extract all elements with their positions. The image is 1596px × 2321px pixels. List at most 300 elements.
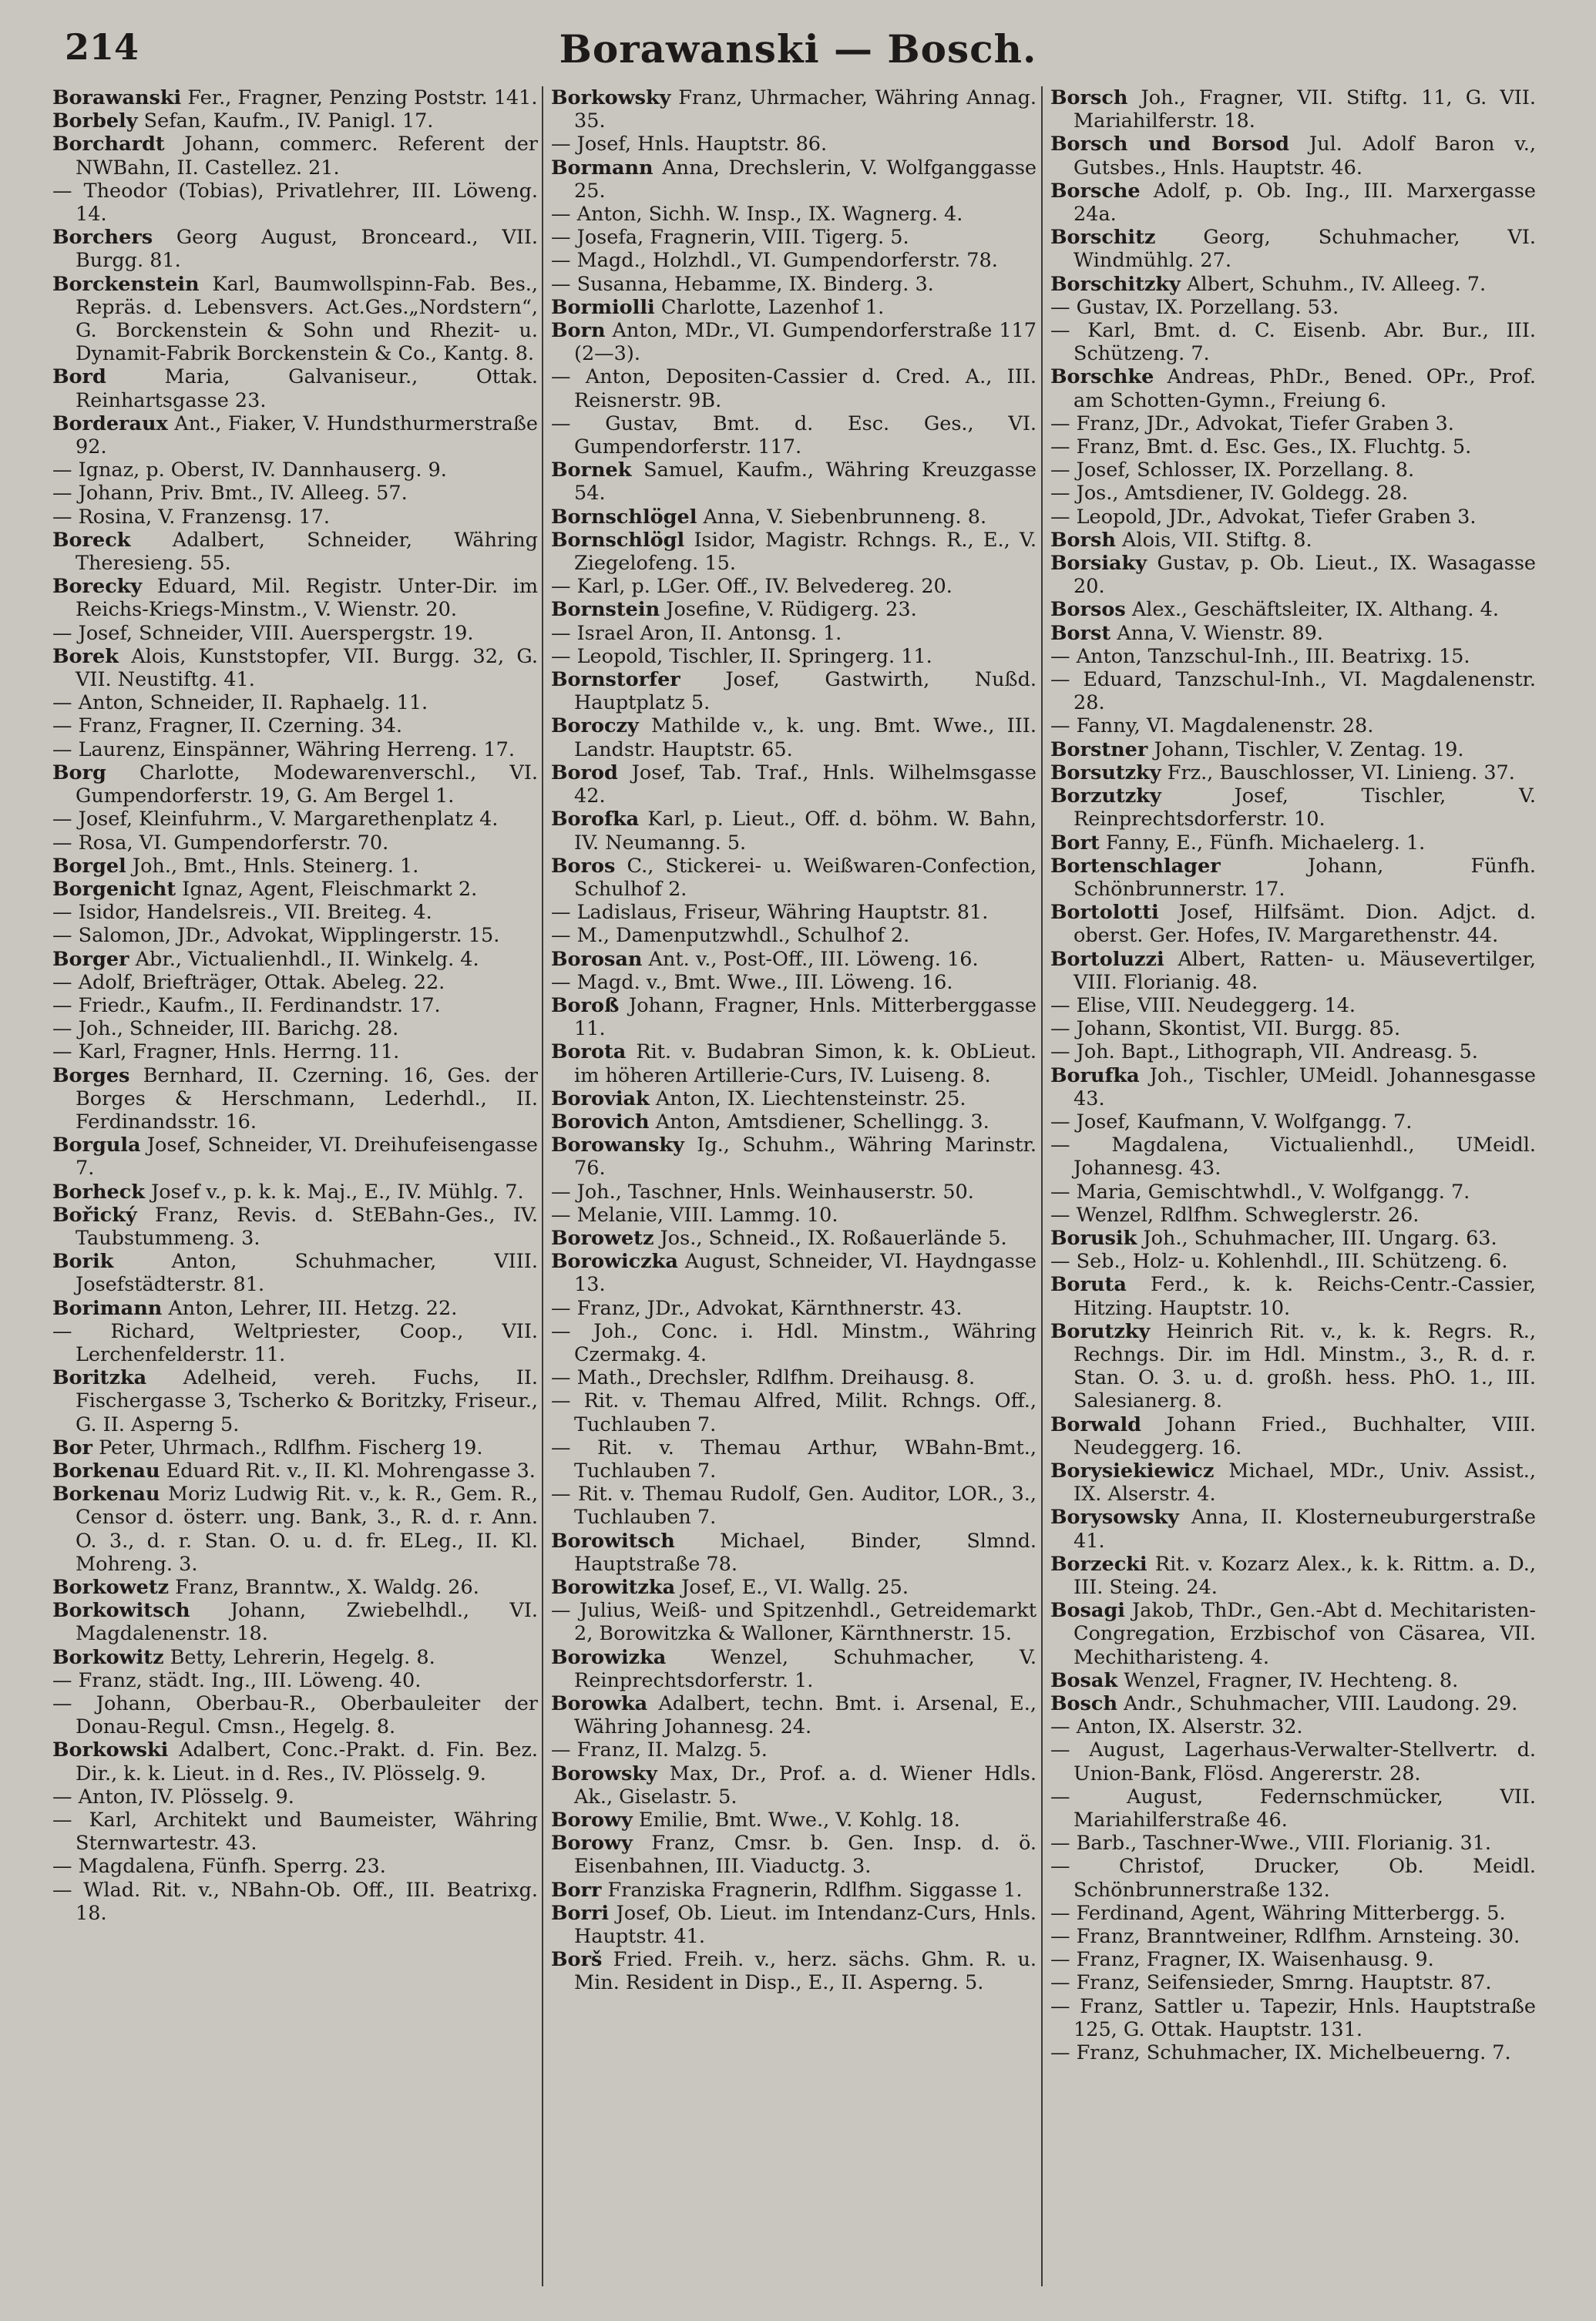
entry-surname: Boroczy	[551, 714, 639, 738]
directory-entry	[1050, 831, 1536, 855]
entry-surname: Bosch	[1050, 1692, 1117, 1716]
entry-details: Joh., Tischler, UMeidl. Johannesgasse 43.	[1074, 1063, 1536, 1110]
column-divider	[1041, 86, 1043, 2286]
directory-entry	[551, 645, 1037, 668]
entry-surname: Borri	[551, 1901, 610, 1925]
entry-surname: Borger	[52, 947, 129, 971]
entry-details: — Julius, Weiß- und Spitzenhdl., Getreidemarkt 2, Borowitzka & Walloner, Kärnthnerstr. 15.	[551, 1599, 1037, 1646]
directory-entry	[1050, 994, 1536, 1017]
directory-entry	[551, 761, 1037, 808]
entry-details: — Josef, Hnls. Hauptstr. 86.	[551, 133, 828, 156]
directory-entry	[52, 1064, 538, 1134]
entry-details: Anton, Schuhmacher, VIII. Josefstädterstr. 81.	[76, 1250, 538, 1297]
entry-surname: Bormiolli	[551, 295, 655, 319]
entry-details: — Math., Drechsler, Rdlfhm. Dreihausg. 8.	[551, 1366, 976, 1390]
entry-details: Emilie, Bmt. Wwe., V. Kohlg. 18.	[638, 1809, 960, 1832]
page-title: Borawanski — Bosch.	[559, 26, 1037, 72]
directory-entry	[52, 1692, 538, 1738]
entry-details: Franz, Uhrmacher, Währing Annag. 35.	[574, 86, 1037, 133]
directory-entry	[52, 924, 538, 947]
entry-surname: Bormann	[551, 156, 654, 180]
entry-details: — Christof, Drucker, Ob. Meidl. Schönbrunnerstraße 132.	[1050, 1855, 1536, 1902]
directory-entry	[551, 1483, 1037, 1529]
entry-surname: Borowetz	[551, 1226, 654, 1250]
directory-entry	[52, 645, 538, 691]
directory-entry	[52, 901, 538, 924]
entry-details: Anton, Amtsdiener, Schellingg. 3.	[655, 1110, 990, 1134]
entry-details: Jos., Schneid., IX. Roßauerlände 5.	[660, 1226, 1007, 1250]
entry-details: Albert, Ratten- u. Mäusevertilger, VIII. Florianig. 48.	[1074, 947, 1536, 994]
entry-details: Anton, IX. Liechtensteinstr. 25.	[655, 1087, 966, 1110]
directory-entry	[52, 808, 538, 831]
entry-details: Ant., Fiaker, V. Hundsthurmerstraße 92.	[76, 411, 538, 459]
directory-entry	[1050, 1506, 1536, 1552]
directory-entry	[551, 1389, 1037, 1436]
entry-details: Rit. v. Kozarz Alex., k. k. Rittm. a. D., III. Steing. 24.	[1074, 1552, 1536, 1599]
entry-surname: Boreck	[52, 528, 131, 552]
directory-entry	[52, 1134, 538, 1180]
entry-details: — Melanie, VIII. Lammg. 10.	[551, 1203, 838, 1227]
entry-details: August, Schneider, VI. Haydngasse 13.	[574, 1250, 1037, 1297]
entry-surname: Bor	[52, 1436, 92, 1459]
entry-surname: Borr	[551, 1878, 602, 1902]
entry-details: Abr., Victualienhdl., II. Winkelg. 4.	[135, 947, 479, 971]
entry-details: — Susanna, Hebamme, IX. Binderg. 3.	[551, 272, 934, 296]
entry-details: — Gustav, Bmt. d. Esc. Ges., VI. Gumpendorferstr. 117.	[551, 411, 1037, 459]
entry-surname: Borofka	[551, 808, 640, 831]
entry-surname: Borota	[551, 1040, 627, 1064]
entry-details: Anton, Lehrer, III. Hetzg. 22.	[168, 1296, 458, 1320]
entry-details: — Rosina, V. Franzensg. 17.	[52, 505, 331, 529]
entry-details: — Laurenz, Einspänner, Währing Herreng. 17.	[52, 737, 515, 761]
directory-entry	[52, 1738, 538, 1785]
directory-entry	[1050, 1948, 1536, 1971]
entry-details: — Anton, Sichh. W. Insp., IX. Wagnerg. 4.	[551, 203, 963, 227]
directory-entry	[1050, 296, 1536, 319]
entry-details: — Franz, Schuhmacher, IX. Michelbeuerng. 7.	[1050, 2041, 1511, 2065]
directory-entry	[1050, 1692, 1536, 1715]
entry-surname: Borimann	[52, 1296, 163, 1320]
directory-entry	[52, 482, 538, 505]
entry-details: Fried. Freih. v., herz. sächs. Ghm. R. u. Min. Resident in Disp., E., II. Asperng. 5.	[574, 1948, 1037, 1995]
directory-entry	[551, 855, 1037, 901]
entry-surname: Borš	[551, 1948, 603, 1972]
entry-surname: Boroviak	[551, 1087, 650, 1110]
entry-surname: Borstner	[1050, 737, 1148, 761]
entry-surname: Borschitz	[1050, 226, 1156, 250]
entry-details: — Anton, Tanzschul-Inh., III. Beatrixg. 15.	[1050, 644, 1470, 668]
column-divider	[542, 86, 543, 2286]
entry-details: — Josef, Schneider, VIII. Auerspergstr. 19.	[52, 621, 474, 645]
entry-details: — Johann, Oberbau-R., Oberbauleiter der Donau-Regul. Cmsn., Hegelg. 8.	[52, 1692, 538, 1739]
entry-details: — Franz, Branntweiner, Rdlfhm. Arnsteing. 30.	[1050, 1925, 1520, 1949]
directory-entry	[551, 1134, 1037, 1180]
entry-details: Georg August, Bronceard., VII. Burgg. 81.	[76, 226, 538, 273]
directory-entry	[551, 901, 1037, 924]
entry-surname: Borckenstein	[52, 272, 200, 296]
directory-entry	[1050, 738, 1536, 761]
directory-entry	[1050, 855, 1536, 901]
entry-details: Georg, Schuhmacher, VI. Windmühlg. 27.	[1074, 226, 1536, 273]
entry-details: Isidor, Magistr. Rchngs. R., E., V. Ziegelofeng. 15.	[574, 528, 1037, 576]
directory-entry	[1050, 622, 1536, 645]
directory-entry	[551, 1366, 1037, 1389]
directory-entry	[1050, 901, 1536, 947]
directory-entry	[52, 948, 538, 971]
directory-entry	[1050, 1971, 1536, 1994]
directory-entry	[52, 109, 538, 133]
directory-entry	[551, 668, 1037, 714]
entry-details: Johann, Fragner, Hnls. Mitterberggasse 11.	[574, 993, 1037, 1041]
directory-entry	[52, 412, 538, 458]
entry-details: Moriz Ludwig Rit. v., k. R., Gem. R., Censor d. österr. ung. Bank, 3., R. d. r. Ann. O. 3., d. r. Stan. O. u. d. fr. ELeg., II. Kl. Mohreng. 3.	[76, 1483, 538, 1576]
entry-surname: Boruta	[1050, 1273, 1127, 1297]
entry-details: — Ignaz, p. Oberst, IV. Dannhauserg. 9.	[52, 458, 447, 482]
entry-details: — Magdalena, Victualienhdl., UMeidl. Johannesg. 43.	[1050, 1134, 1536, 1181]
directory-entry	[52, 1879, 538, 1925]
directory-entry	[551, 1599, 1037, 1645]
entry-details: Bernhard, II. Czerning. 16, Ges. der Borges & Herschmann, Lederhdl., II. Ferdinandsstr. 16.	[76, 1063, 538, 1134]
directory-entry	[1050, 552, 1536, 598]
directory-entry	[551, 365, 1037, 411]
directory-entry	[52, 1204, 538, 1250]
entry-details: Josef, Ob. Lieut. im Intendanz-Curs, Hnls. Hauptstr. 41.	[574, 1901, 1037, 1949]
directory-entry	[52, 971, 538, 994]
entry-details: — Franz, Seifensieder, Smrng. Hauptstr. 87.	[1050, 1971, 1492, 1995]
entry-details: — Franz, JDr., Advokat, Tiefer Graben 3.	[1050, 411, 1454, 435]
directory-entry	[1050, 1204, 1536, 1227]
entry-details: — Anton, IX. Alserstr. 32.	[1050, 1715, 1303, 1739]
entry-surname: Borkenau	[52, 1459, 160, 1483]
entry-surname: Borg	[52, 761, 106, 784]
directory-entry	[52, 226, 538, 272]
directory-entry	[1050, 1273, 1536, 1319]
entry-details: Johann, Fünfh. Schönbrunnerstr. 17.	[1074, 854, 1536, 901]
entry-details: Samuel, Kaufm., Währing Kreuzgasse 54.	[574, 458, 1037, 506]
directory-entry	[1050, 1227, 1536, 1250]
directory-entry	[551, 1227, 1037, 1250]
entry-details: — Franz, Bmt. d. Esc. Ges., IX. Fluchtg. 5.	[1050, 435, 1472, 459]
directory-entry	[551, 1297, 1037, 1320]
entry-surname: Borowitsch	[551, 1529, 675, 1553]
directory-entry	[1050, 86, 1536, 133]
directory-entry	[1050, 226, 1536, 272]
entry-details: — Franz, Sattler u. Tapezir, Hnls. Hauptstraße 125, G. Ottak. Hauptstr. 131.	[1050, 1994, 1536, 2041]
entry-details: Heinrich Rit. v., k. k. Regrs. R., Rechngs. Dir. im Hdl. Minstm., 3., R. d. r. Stan. O. 3. u. d. großh. hess. PhO. 1., III. Salesianerg. 8.	[1074, 1319, 1536, 1413]
entry-details: — Rosa, VI. Gumpendorferstr. 70.	[52, 831, 389, 855]
entry-surname: Bortoluzzi	[1050, 947, 1164, 971]
directory-entry	[52, 180, 538, 226]
directory-entry	[52, 1576, 538, 1599]
directory-entry	[52, 1855, 538, 1878]
directory-entry	[551, 1436, 1037, 1483]
entry-surname: Borutzky	[1050, 1319, 1151, 1343]
entry-details: — Richard, Weltpriester, Coop., VII. Lerchenfelderstr. 11.	[52, 1319, 538, 1366]
entry-details: — Karl, Architekt und Baumeister, Währing Sternwartestr. 43.	[52, 1809, 538, 1856]
entry-details: — Seb., Holz- u. Kohlenhdl., III. Schützeng. 6.	[1050, 1250, 1508, 1274]
directory-entry	[551, 1576, 1037, 1599]
entry-surname: Borosan	[551, 947, 643, 971]
entry-surname: Borowizka	[551, 1645, 667, 1669]
entry-surname: Borecky	[52, 575, 143, 599]
entry-details: Josef, Tischler, V. Reinprechtsdorferstr. 10.	[1074, 784, 1536, 831]
directory-entry	[52, 691, 538, 714]
entry-details: Karl, Baumwollspinn-Fab. Bes., Repräs. d. Lebensvers. Act.Ges.„Nordstern“, G. Borckenstein & Sohn und Rhezit- u. Dynamit-Fabrik Borckenstein & Co., Kantg. 8.	[76, 272, 538, 366]
entry-details: — Josef, Kaufmann, V. Wolfgangg. 7.	[1050, 1110, 1413, 1134]
entry-details: — Josefa, Fragnerin, VIII. Tigerg. 5.	[551, 226, 909, 250]
entry-details: — Magd. v., Bmt. Wwe., III. Löweng. 16.	[551, 970, 953, 994]
directory-entry	[1050, 1064, 1536, 1110]
entry-details: — Magd., Holzhdl., VI. Gumpendorferstr. 78.	[551, 249, 998, 273]
directory-entry	[52, 365, 538, 411]
entry-details: Jakob, ThDr., Gen.-Abt d. Mechitaristen-Congregation, Erzbischof von Cäsarea, VII. Mechitharisteng. 4.	[1074, 1599, 1536, 1669]
directory-entry	[1050, 761, 1536, 784]
directory-column-3	[1050, 86, 1536, 2306]
entry-surname: Borsiaky	[1050, 552, 1147, 576]
directory-entry	[551, 1110, 1037, 1134]
directory-entry	[551, 319, 1037, 365]
entry-surname: Bosagi	[1050, 1599, 1125, 1623]
entry-surname: Borkowetz	[52, 1576, 170, 1599]
entry-details: Johann, commerc. Referent der NWBahn, II. Castellez. 21.	[76, 133, 538, 180]
entry-details: — Rit. v. Themau Arthur, WBahn-Bmt., Tuchlauben 7.	[551, 1436, 1037, 1483]
directory-entry	[52, 1017, 538, 1040]
directory-entry	[551, 133, 1037, 156]
entry-details: Betty, Lehrerin, Hegelg. 8.	[170, 1645, 435, 1669]
entry-details: Wenzel, Schuhmacher, V. Reinprechtsdorferstr. 1.	[574, 1645, 1037, 1692]
directory-entry	[1050, 1459, 1536, 1506]
directory-entry	[1050, 1995, 1536, 2041]
entry-details: Mathilde v., k. ung. Bmt. Wwe., III. Landstr. Hauptstr. 65.	[574, 714, 1037, 761]
entry-details: — Fanny, VI. Magdalenenstr. 28.	[1050, 714, 1374, 738]
directory-entry	[52, 831, 538, 855]
entry-surname: Borges	[52, 1063, 130, 1087]
entry-details: Ignaz, Agent, Fleischmarkt 2.	[182, 877, 478, 901]
entry-surname: Bořický	[52, 1203, 137, 1227]
directory-entry	[1050, 458, 1536, 482]
directory-entry	[1050, 273, 1536, 296]
directory-entry	[1050, 133, 1536, 179]
directory-entry	[52, 458, 538, 482]
entry-surname: Borgula	[52, 1134, 141, 1157]
directory-entry	[1050, 1738, 1536, 1785]
entry-details: Frz., Bauschlosser, VI. Linieng. 37.	[1167, 761, 1515, 784]
entry-details: — Johann, Priv. Bmt., IV. Alleeg. 57.	[52, 482, 408, 506]
entry-surname: Borowy	[551, 1832, 633, 1856]
entry-details: Joh., Bmt., Hnls. Steinerg. 1.	[132, 854, 419, 878]
directory-entry	[551, 156, 1037, 203]
entry-details: Josef, Tab. Traf., Hnls. Wilhelmsgasse 42.	[574, 761, 1037, 808]
entry-details: — Wenzel, Rdlfhm. Schweglerstr. 26.	[1050, 1203, 1420, 1227]
directory-entry	[52, 1809, 538, 1855]
entry-details: Rit. v. Budabran Simon, k. k. ObLieut. im höheren Artillerie-Curs, IV. Luiseng. 8.	[574, 1040, 1037, 1087]
directory-entry	[551, 1879, 1037, 1902]
directory-entry	[52, 506, 538, 529]
entry-surname: Borheck	[52, 1180, 145, 1204]
entry-surname: Borderaux	[52, 411, 168, 435]
entry-details: Anton, MDr., VI. Gumpendorferstraße 117 (2—3).	[574, 319, 1037, 366]
directory-entry	[551, 622, 1037, 645]
directory-entry	[52, 1483, 538, 1576]
entry-surname: Borowansky	[551, 1134, 684, 1157]
directory-entry	[551, 1204, 1037, 1227]
directory-entry	[1050, 365, 1536, 411]
directory-entry	[52, 86, 538, 109]
directory-entry	[551, 1087, 1037, 1110]
entry-details: C., Stickerei- u. Weißwaren-Confection, Schulhof 2.	[574, 854, 1037, 901]
entry-details: Johann Fried., Buchhalter, VIII. Neudeggerg. 16.	[1074, 1412, 1536, 1459]
entry-details: — Rit. v. Themau Rudolf, Gen. Auditor, LOR., 3., Tuchlauben 7.	[551, 1483, 1037, 1530]
entry-details: Ant. v., Post-Off., III. Löweng. 16.	[648, 947, 979, 971]
directory-entry	[52, 575, 538, 621]
entry-details: — Joh., Taschner, Hnls. Weinhauserstr. 50.	[551, 1180, 974, 1204]
entry-surname: Bornek	[551, 458, 632, 482]
entry-surname: Bosak	[1050, 1668, 1118, 1692]
directory-entry	[1050, 412, 1536, 435]
entry-surname: Borek	[52, 644, 119, 668]
entry-details: Fer., Fragner, Penzing Poststr. 141.	[187, 86, 538, 109]
directory-entry	[1050, 1134, 1536, 1180]
entry-details: — Franz, II. Malzg. 5.	[551, 1738, 768, 1762]
entry-surname: Bornschlögel	[551, 505, 697, 529]
entry-details: Anna, II. Klosterneuburgerstraße 41.	[1074, 1506, 1536, 1553]
directory-entry	[52, 1297, 538, 1320]
directory-entry	[1050, 1785, 1536, 1832]
entry-surname: Bort	[1050, 831, 1100, 855]
directory-entry	[551, 86, 1037, 133]
entry-details: Adalbert, techn. Bmt. i. Arsenal, E., Währing Johannesg. 24.	[574, 1692, 1037, 1739]
entry-details: — Franz, Fragner, II. Czerning. 34.	[52, 714, 402, 738]
directory-entry	[551, 971, 1037, 994]
entry-details: Johann, Zwiebelhdl., VI. Magdalenenstr. 18.	[76, 1599, 538, 1646]
directory-entry	[1050, 319, 1536, 365]
directory-entry	[1050, 598, 1536, 621]
directory-entry	[52, 761, 538, 808]
directory-entry	[551, 948, 1037, 971]
directory-entry	[551, 598, 1037, 621]
directory-entry	[1050, 506, 1536, 529]
entry-details: — Josef, Schlosser, IX. Porzellang. 8.	[1050, 458, 1415, 482]
entry-details: — Maria, Gemischtwhdl., V. Wolfgangg. 7.	[1050, 1180, 1470, 1204]
entry-details: Adelheid, vereh. Fuchs, II. Fischergasse 3, Tscherko & Boritzky, Friseur., G. II. Asperng 5.	[76, 1366, 538, 1436]
entry-details: — Barb., Taschner-Wwe., VIII. Florianig. 31.	[1050, 1832, 1492, 1856]
entry-details: Sefan, Kaufm., IV. Panigl. 17.	[143, 109, 434, 133]
directory-entry	[52, 1646, 538, 1669]
directory-entry	[551, 575, 1037, 598]
directory-entry	[52, 1366, 538, 1436]
directory-entry	[52, 1669, 538, 1692]
directory-entry	[1050, 1017, 1536, 1040]
entry-surname: Bornstorfer	[551, 668, 680, 692]
directory-entry	[1050, 1181, 1536, 1204]
directory-column-1	[52, 86, 538, 2306]
entry-surname: Borsutzky	[1050, 761, 1161, 784]
entry-details: Adalbert, Schneider, Währing Theresieng. 55.	[76, 528, 538, 576]
entry-surname: Bornstein	[551, 598, 660, 622]
entry-details: — Magdalena, Fünfh. Sperrg. 23.	[52, 1855, 386, 1879]
entry-details: Ferd., k. k. Reichs-Centr.-Cassier, Hitzing. Hauptstr. 10.	[1074, 1273, 1536, 1320]
entry-surname: Borufka	[1050, 1063, 1140, 1087]
directory-entry	[551, 1762, 1037, 1809]
entry-details: — Ferdinand, Agent, Währing Mitterbergg. 5.	[1050, 1901, 1506, 1925]
entry-details: — Rit. v. Themau Alfred, Milit. Rchngs. Off., Tuchlauben 7.	[551, 1389, 1037, 1436]
directory-entry	[551, 1646, 1037, 1692]
entry-details: — Gustav, IX. Porzellang. 53.	[1050, 295, 1339, 319]
directory-entry	[52, 1181, 538, 1204]
entry-details: — Theodor (Tobias), Privatlehrer, III. Löweng. 14.	[52, 179, 538, 227]
directory-entry	[1050, 714, 1536, 737]
directory-entry	[52, 1040, 538, 1063]
directory-column-2	[551, 86, 1037, 2306]
entry-surname: Borsch und Borsod	[1050, 133, 1290, 156]
page-header	[0, 26, 1596, 80]
entry-details: Anna, Drechslerin, V. Wolfganggasse 25.	[574, 156, 1037, 203]
page-number: 214	[65, 26, 139, 68]
entry-details: Michael, MDr., Univ. Assist., IX. Alserstr. 4.	[1074, 1459, 1536, 1506]
entry-surname: Bortolotti	[1050, 901, 1159, 925]
entry-surname: Borwald	[1050, 1412, 1141, 1436]
entry-details: — Israel Aron, II. Antonsg. 1.	[551, 621, 842, 645]
entry-details: — Karl, p. LGer. Off., IV. Belvedereg. 20.	[551, 575, 953, 599]
entry-details: Joh., Fragner, VII. Stiftg. 11, G. VII. Mariahilferstr. 18.	[1074, 86, 1536, 133]
directory-entry	[551, 249, 1037, 272]
directory-entry	[52, 529, 538, 575]
entry-details: — Franz, städt. Ing., III. Löweng. 40.	[52, 1668, 422, 1692]
entry-details: Charlotte, Modewarenverschl., VI. Gumpendorferstr. 19, G. Am Bergel 1.	[76, 761, 538, 808]
entry-details: Josef, Hilfsämt. Dion. Adjct. d. oberst. Ger. Hofes, IV. Margarethenstr. 44.	[1074, 901, 1536, 948]
entry-details: Alois, VII. Stiftg. 8.	[1122, 528, 1312, 552]
entry-surname: Borowka	[551, 1692, 648, 1716]
directory-entry	[52, 273, 538, 366]
directory-entry	[1050, 784, 1536, 831]
entry-surname: Borkowsky	[551, 86, 671, 109]
entry-details: Franz, Cmsr. b. Gen. Insp. d. ö. Eisenbahnen, III. Viaductg. 3.	[574, 1832, 1037, 1879]
entry-details: Josef v., p. k. k. Maj., E., IV. Mühlg. 7.	[151, 1180, 524, 1204]
entry-details: Andreas, PhDr., Bened. OPr., Prof. am Schotten-Gymn., Freiung 6.	[1074, 365, 1536, 412]
entry-details: Maria, Galvaniseur., Ottak. Reinhartsgasse 23.	[76, 365, 538, 412]
entry-details: — Ladislaus, Friseur, Währing Hauptstr. 81.	[551, 901, 989, 925]
directory-entry	[551, 226, 1037, 249]
entry-surname: Borzecki	[1050, 1552, 1147, 1576]
entry-details: Franziska Fragnerin, Rdlfhm. Siggasse 1.	[607, 1878, 1023, 1902]
directory-entry	[1050, 1553, 1536, 1599]
entry-details: Josef, Schneider, VI. Dreihufeisengasse 7.	[76, 1134, 538, 1181]
entry-details: Andr., Schuhmacher, VIII. Laudong. 29.	[1124, 1692, 1518, 1716]
directory-entry	[52, 622, 538, 645]
entry-surname: Borst	[1050, 621, 1111, 645]
entry-details: — Joh., Conc. i. Hdl. Minstm., Währing Czermakg. 4.	[551, 1319, 1037, 1366]
entry-details: — Johann, Skontist, VII. Burgg. 85.	[1050, 1017, 1401, 1041]
directory-entry	[1050, 1715, 1536, 1738]
entry-details: — August, Federnschmücker, VII. Mariahilferstraße 46.	[1050, 1785, 1536, 1832]
entry-details: Franz, Branntw., X. Waldg. 26.	[175, 1576, 479, 1599]
directory-entry	[1050, 1902, 1536, 1925]
directory-entry	[52, 1320, 538, 1366]
directory-entry	[52, 1599, 538, 1645]
entry-surname: Borchers	[52, 226, 153, 250]
directory-entry	[1050, 645, 1536, 668]
entry-details: — Karl, Fragner, Hnls. Herrng. 11.	[52, 1040, 400, 1064]
directory-entry	[52, 1785, 538, 1809]
directory-entry	[551, 1809, 1037, 1832]
directory-entry	[551, 1250, 1037, 1296]
directory-entry	[551, 1040, 1037, 1087]
directory-entry	[551, 808, 1037, 854]
directory-entry	[1050, 2041, 1536, 2064]
directory-entry	[1050, 948, 1536, 994]
entry-surname: Borkowitsch	[52, 1599, 190, 1623]
directory-entry	[1050, 1925, 1536, 1948]
